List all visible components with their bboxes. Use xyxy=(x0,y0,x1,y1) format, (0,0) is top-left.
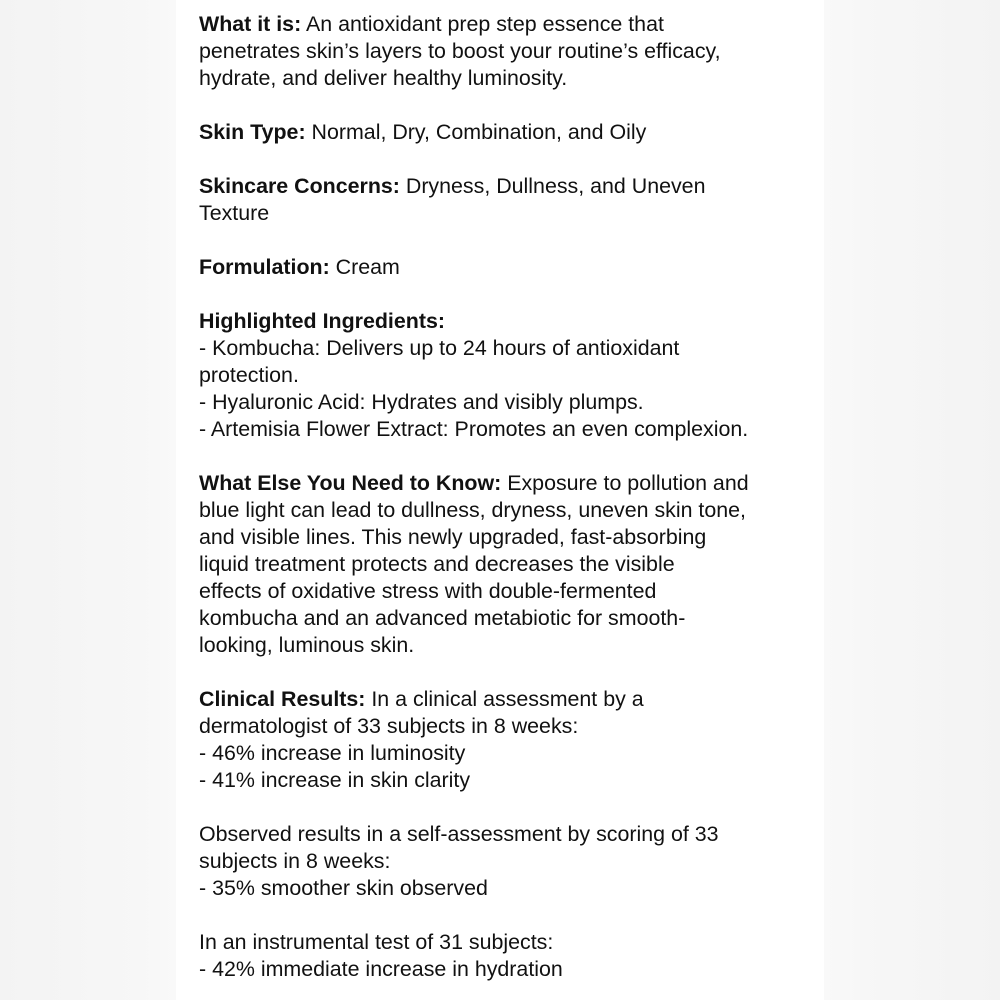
what-it-is-label: What it is: xyxy=(199,12,302,36)
product-description xyxy=(199,11,814,1000)
what-else-line-6: kombucha and an advanced metabiotic for smooth- xyxy=(199,606,686,630)
skin-type-section xyxy=(199,119,814,146)
ingredient-line-1: - Kombucha: Delivers up to 24 hours of antioxidant xyxy=(199,336,680,360)
what-else-line-4: liquid treatment protects and decreases the visible xyxy=(199,552,675,576)
what-else-line-3: and visible lines. This newly upgraded, fast-absorbing xyxy=(199,525,707,549)
highlighted-ingredients-label: Highlighted Ingredients: xyxy=(199,309,445,333)
what-it-is-text-line-1: An antioxidant prep step essence that xyxy=(301,12,664,36)
skincare-concerns-line-1: Dryness, Dullness, and Uneven xyxy=(399,174,706,198)
self-assessment-line-3: - 35% smoother skin observed xyxy=(199,876,488,900)
instrumental-test-line-1: In an instrumental test of 31 subjects: xyxy=(199,930,554,954)
what-else-line-2: blue light can lead to dullness, dryness, uneven skin tone, xyxy=(199,498,746,522)
ingredient-line-2: protection. xyxy=(199,363,299,387)
skin-type-value: Normal, Dry, Combination, and Oily xyxy=(305,120,647,144)
clinical-results-line-1: In a clinical assessment by a xyxy=(365,687,644,711)
highlighted-ingredients-section xyxy=(199,308,814,443)
ingredient-line-4: - Artemisia Flower Extract: Promotes an even complexion. xyxy=(199,417,749,441)
what-it-is-text-line-2: penetrates skin’s layers to boost your routine’s efficacy, xyxy=(199,39,721,63)
clinical-results-line-4: - 41% increase in skin clarity xyxy=(199,768,471,792)
skincare-concerns-line-2: Texture xyxy=(199,201,270,225)
self-assessment-line-2: subjects in 8 weeks: xyxy=(199,849,391,873)
formulation-section xyxy=(199,254,814,281)
clinical-results-section xyxy=(199,686,814,794)
ingredient-line-3: - Hyaluronic Acid: Hydrates and visibly plumps. xyxy=(199,390,644,414)
skincare-concerns-section xyxy=(199,173,814,227)
what-else-line-7: looking, luminous skin. xyxy=(199,633,415,657)
what-it-is-text-line-3: hydrate, and deliver healthy luminosity. xyxy=(199,66,568,90)
product-description-page xyxy=(176,0,824,1000)
self-assessment-section xyxy=(199,821,814,902)
instrumental-test-section xyxy=(199,929,814,983)
formulation-value: Cream xyxy=(329,255,400,279)
what-else-line-1: Exposure to pollution and xyxy=(501,471,749,495)
skincare-concerns-label: Skincare Concerns: xyxy=(199,174,400,198)
what-else-line-5: effects of oxidative stress with double-fermented xyxy=(199,579,657,603)
clinical-results-line-3: - 46% increase in luminosity xyxy=(199,741,466,765)
clinical-results-line-2: dermatologist of 33 subjects in 8 weeks: xyxy=(199,714,579,738)
instrumental-test-line-2: - 42% immediate increase in hydration xyxy=(199,957,563,981)
what-else-section xyxy=(199,470,814,659)
clinical-results-label: Clinical Results: xyxy=(199,687,366,711)
right-background xyxy=(824,0,1000,1000)
formulation-label: Formulation: xyxy=(199,255,330,279)
left-background xyxy=(0,0,176,1000)
what-else-label: What Else You Need to Know: xyxy=(199,471,502,495)
skin-type-label: Skin Type: xyxy=(199,120,306,144)
self-assessment-line-1: Observed results in a self-assessment by scoring of 33 xyxy=(199,822,719,846)
what-it-is-section xyxy=(199,11,814,92)
